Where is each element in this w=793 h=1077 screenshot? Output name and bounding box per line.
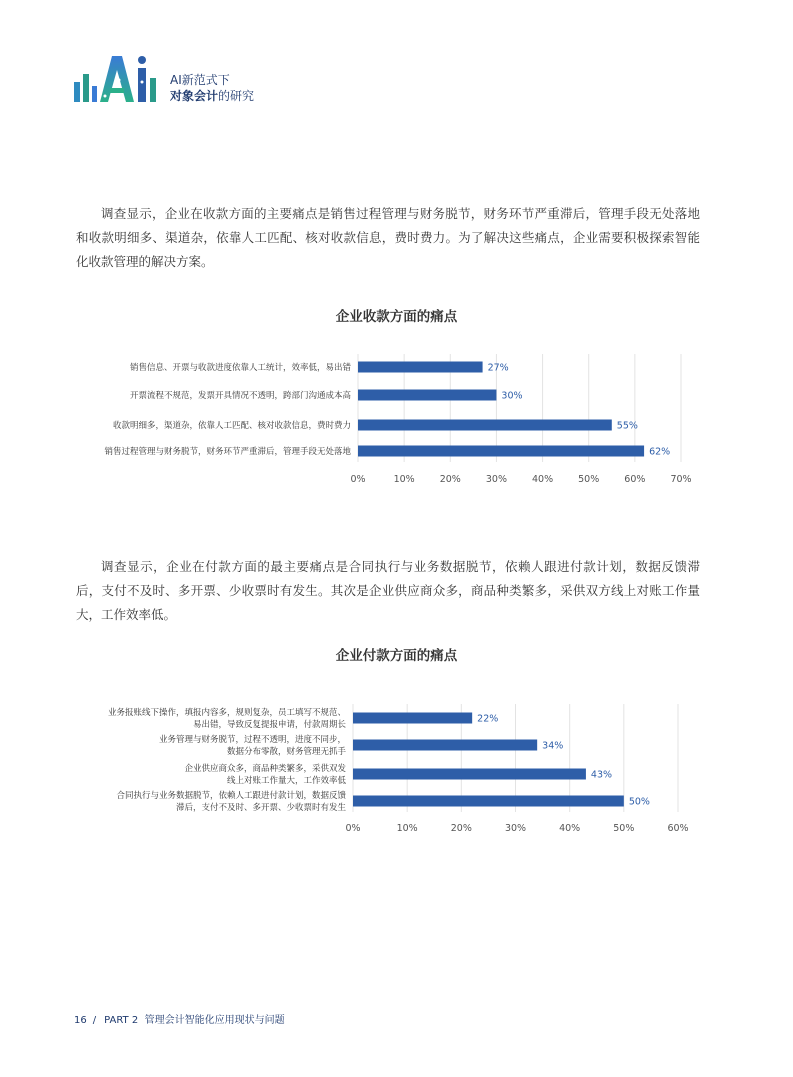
footer-separator: / xyxy=(92,1015,97,1026)
bar-value-label: 34% xyxy=(542,740,564,752)
category-label: 收款明细多，渠道杂，依靠人工匹配、核对收款信息，费时费力 xyxy=(112,421,351,431)
x-tick-label: 20% xyxy=(450,823,472,834)
paragraph-receivables: 调查显示，企业在收款方面的主要痛点是销售过程管理与财务脱节，财务环节严重滞后，管理手段无处落地和收款明细多、渠道杂，依靠人工匹配、核对收款信息，费时费力。为了解决这些痛点，企业需要积极探索智能化收款管理的解决方案。 xyxy=(76,206,700,269)
header-title-bold: 对象会计 xyxy=(170,89,219,103)
bar xyxy=(358,362,483,373)
x-tick-label: 10% xyxy=(396,823,418,834)
bar-value-label: 55% xyxy=(616,420,638,432)
x-tick-label: 40% xyxy=(559,823,581,834)
category-label: 线上对账工作量大，工作效率低 xyxy=(226,776,346,786)
page-number: 16 xyxy=(74,1015,87,1026)
header-title-rest: 的研究 xyxy=(218,89,255,103)
x-tick-label: 60% xyxy=(624,474,646,485)
x-tick-label: 70% xyxy=(670,474,692,485)
category-label: 数据分布零散，财务管理无抓手 xyxy=(226,747,346,757)
x-tick-label: 30% xyxy=(504,823,527,834)
bar xyxy=(353,769,586,780)
x-tick-label: 0% xyxy=(345,823,361,834)
x-tick-label: 10% xyxy=(393,474,415,485)
header-title-line1: AI新范式下 xyxy=(170,73,230,87)
bar xyxy=(353,796,624,807)
chart-payables xyxy=(0,700,793,840)
logo xyxy=(74,52,160,104)
x-tick-label: 50% xyxy=(613,823,635,834)
chart-title-payables: 企业付款方面的痛点 xyxy=(335,648,458,664)
bar xyxy=(358,420,612,431)
category-label: 业务报账线下操作，填报内容多，规则复杂，员工填写不规范、 xyxy=(107,708,346,718)
bar xyxy=(358,446,644,457)
paragraph-payables: 调查显示，企业在付款方面的最主要痛点是合同执行与业务数据脱节，依赖人跟进付款计划，数据反馈滞后，支付不及时、多开票、少收票时有发生。其次是企业供应商众多，商品种类繁多，采供双方线上对账工作量大，工作效率低。 xyxy=(76,559,700,622)
footer-section: 管理会计智能化应用现状与问题 xyxy=(144,1015,285,1026)
bar xyxy=(353,713,472,724)
category-label: 开票流程不规范，发票开具情况不透明，跨部门沟通成本高 xyxy=(129,391,351,401)
x-tick-label: 40% xyxy=(532,474,554,485)
category-label: 销售过程管理与财务脱节，财务环节严重滞后，管理手段无处落地 xyxy=(104,447,351,457)
x-tick-label: 60% xyxy=(667,823,689,834)
x-tick-label: 0% xyxy=(350,474,366,485)
category-label: 销售信息、开票与收款进度依靠人工统计，效率低，易出错 xyxy=(129,363,351,373)
bar xyxy=(358,390,496,401)
x-tick-label: 50% xyxy=(578,474,600,485)
chart-title-receivables: 企业收款方面的痛点 xyxy=(335,309,458,325)
category-label: 企业供应商众多，商品种类繁多，采供双发 xyxy=(184,764,346,774)
bar-value-label: 30% xyxy=(501,390,523,402)
header-title xyxy=(170,72,254,104)
footer xyxy=(74,1011,285,1026)
logo-text: AI xyxy=(74,52,75,53)
bar-value-label: 62% xyxy=(649,446,671,458)
chart-receivables xyxy=(0,350,793,492)
x-tick-label: 30% xyxy=(485,474,507,485)
bar-value-label: 27% xyxy=(487,362,509,374)
category-label: 易出错，导致反复提报申请，付款周期长 xyxy=(192,720,346,730)
category-label: 合同执行与业务数据脱节，依赖人工跟进付款计划，数据反馈 xyxy=(116,791,346,801)
category-label: 业务管理与财务脱节，过程不透明，进度不同步， xyxy=(158,735,346,745)
bar-value-label: 43% xyxy=(590,769,613,781)
logo-graphic xyxy=(74,52,160,104)
bar-value-label: 22% xyxy=(477,713,499,725)
footer-part: PART 2 xyxy=(104,1015,139,1026)
bar xyxy=(353,740,537,751)
category-label: 滞后，支付不及时、多开票、少收票时有发生 xyxy=(175,803,346,813)
bar-value-label: 50% xyxy=(628,796,650,808)
x-tick-label: 20% xyxy=(439,474,461,485)
